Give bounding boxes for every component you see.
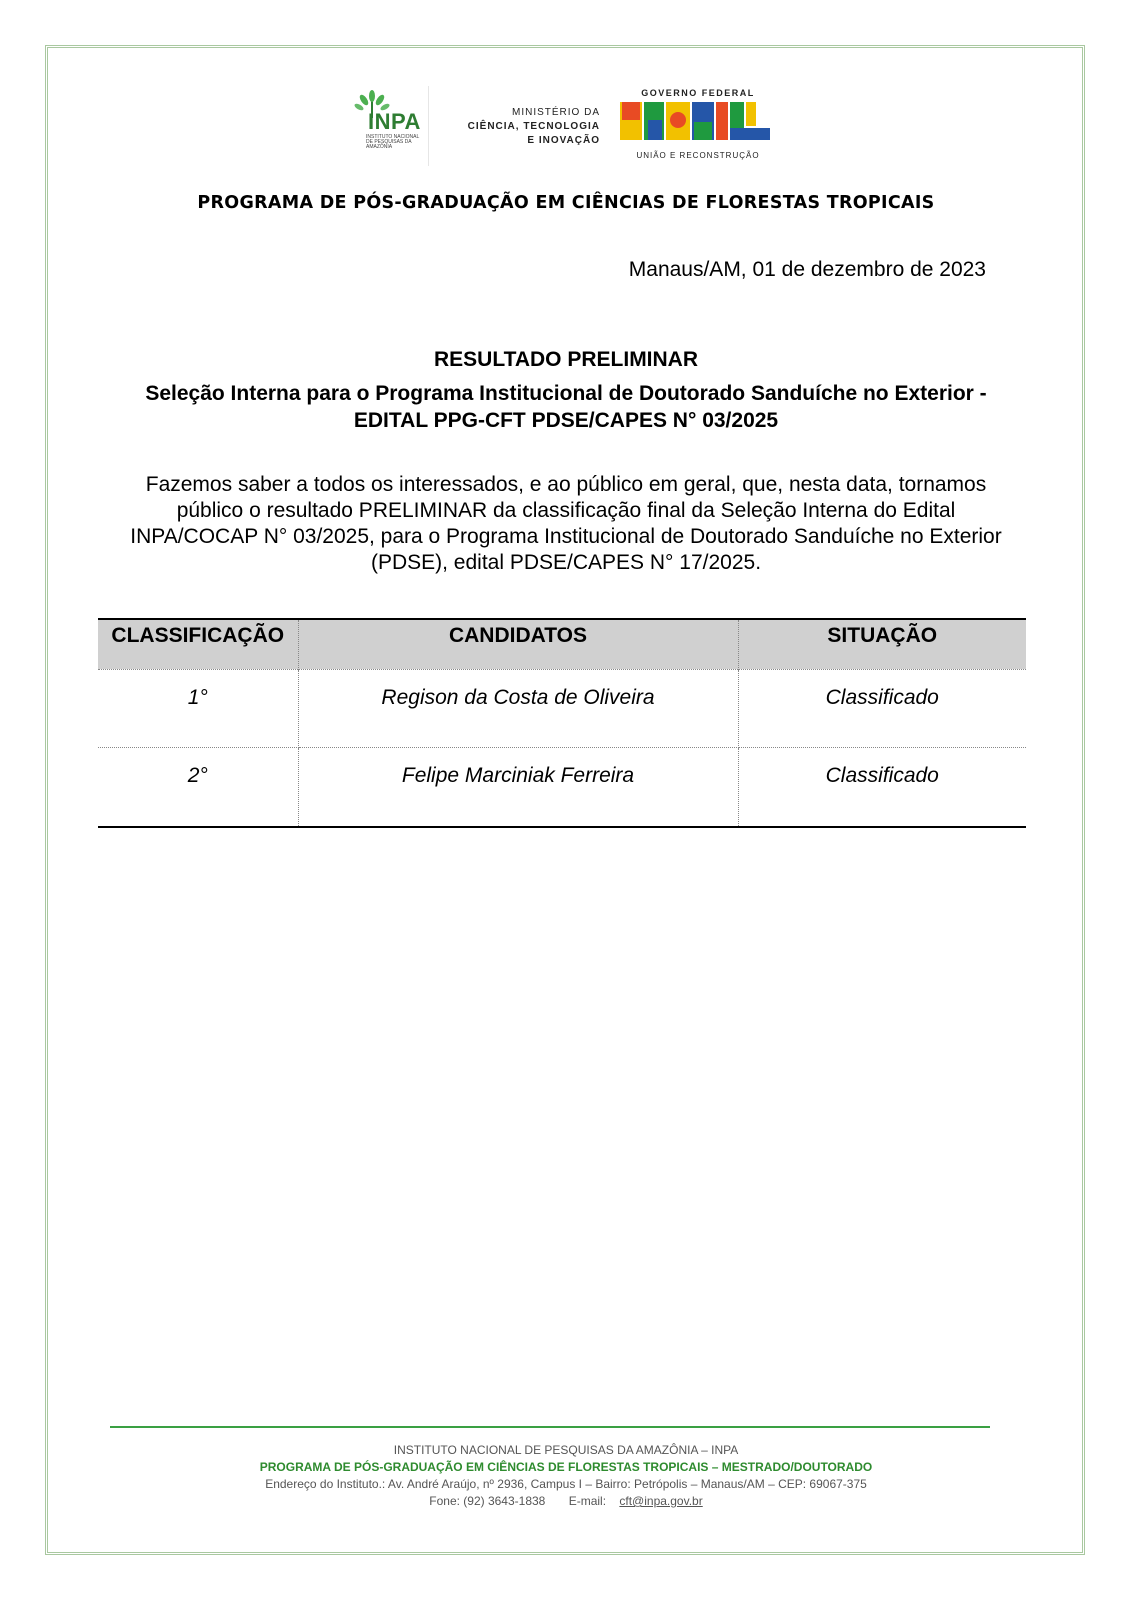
mcti-line-3: E INOVAÇÃO [527,135,600,146]
date-line: Manaus/AM, 01 de dezembro de 2023 [628,258,986,281]
mcti-line-1: MINISTÉRIO DA [511,107,600,118]
result-subtitle-line-2: EDITAL PPG-CFT PDSE/CAPES N° 03/2025 [353,409,779,432]
cell-classificacao: 2° [98,747,298,827]
brasil-wordmark-icon [618,98,778,144]
inpa-logo [338,86,429,166]
cell-situacao: Classificado [738,747,1026,827]
footer-email-link[interactable]: cft@inpa.gov.br [619,1494,703,1508]
footer-email-label: E-mail: [568,1494,607,1508]
footer-program: PROGRAMA DE PÓS-GRADUAÇÃO EM CIÊNCIAS DE FLORESTAS TROPICAIS – MESTRADO/DOUTORADO [259,1460,873,1474]
cell-classificacao: 1° [98,669,298,747]
footer-divider [110,1426,990,1428]
gov-logo-bottom: UNIÃO E RECONSTRUÇÃO [636,151,760,160]
header-logos [338,86,778,166]
cell-candidato: Regison da Costa de Oliveira [298,669,738,747]
footer-contact [0,1493,1132,1510]
table-row [98,747,1026,827]
inpa-logo-text: INPA [368,109,421,134]
result-title: RESULTADO PRELIMINAR [433,348,699,371]
mcti-logo [450,106,600,148]
program-title: PROGRAMA DE PÓS-GRADUAÇÃO EM CIÊNCIAS DE FLORESTAS TROPICAIS [197,193,935,213]
footer-institute: INSTITUTO NACIONAL DE PESQUISAS DA AMAZÔNIA – INPA [393,1443,739,1457]
result-subtitle [100,380,1032,434]
intro-paragraph: Fazemos saber a todos os interessados, e ao público em geral, que, nesta data, tornamos público o resultado PRELIMINAR da classificação final da Seleção Interna do Edital INPA/COCAP N° 03/2025, para o Programa Institucional de Doutorado Sanduíche no Exterior (PDSE), edital PDSE/CAPES N° 17/2025. [130,473,1002,574]
cell-candidato: Felipe Marciniak Ferreira [298,747,738,827]
gov-logo-top: GOVERNO FEDERAL [641,88,755,98]
header-classificacao: CLASSIFICAÇÃO [98,619,298,669]
footer [0,1442,1132,1510]
footer-address: Endereço do Instituto.: Av. André Araújo, nº 2936, Campus I – Bairro: Petrópolis – Manaus/AM – CEP: 69067-375 [265,1477,867,1491]
results-table [98,618,1026,828]
inpa-logo-subtitle: INSTITUTO NACIONAL DE PESQUISAS DA AMAZÔNIA [366,134,420,150]
gov-federal-logo [618,88,778,160]
header-situacao: SITUAÇÃO [738,619,1026,669]
result-subtitle-line-1: Seleção Interna para o Programa Institucional de Doutorado Sanduíche no Exterior - [145,382,987,405]
footer-phone: Fone: (92) 3643-1838 [429,1494,546,1508]
cell-situacao: Classificado [738,669,1026,747]
header-candidatos: CANDIDATOS [298,619,738,669]
table-row [98,669,1026,747]
mcti-line-2: CIÊNCIA, TECNOLOGIA [467,121,600,132]
table-header-row [98,619,1026,669]
